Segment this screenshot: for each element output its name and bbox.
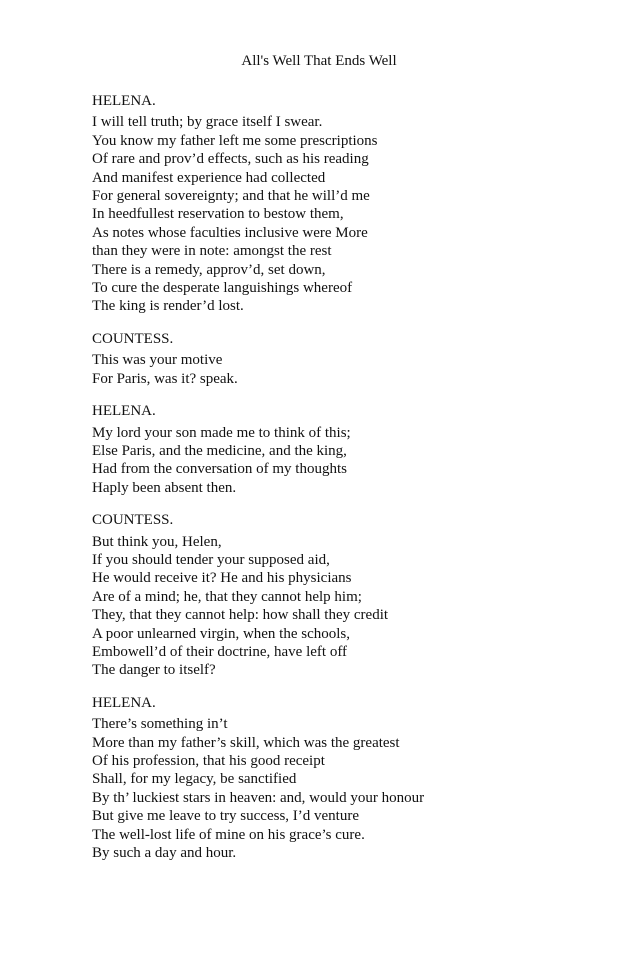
speech-line: My lord your son made me to think of this; <box>92 424 351 441</box>
speech-line: Shall, for my legacy, be sanctified <box>92 771 297 788</box>
speech-line: But think you, Helen, <box>92 533 222 550</box>
speech-line: A poor unlearned virgin, when the schools, <box>92 625 351 642</box>
speech-line: In heedfullest reservation to bestow them, <box>92 206 344 223</box>
speech-line: Had from the conversation of my thoughts <box>92 461 347 478</box>
speech-line: Are of a mind; he, that they cannot help him; <box>92 588 362 605</box>
speech-line: He would receive it? He and his physicians <box>92 570 352 587</box>
speaker-name: COUNTESS. <box>92 330 174 347</box>
speaker-name: HELENA. <box>92 694 156 711</box>
speech-line: You know my father left me some prescriptions <box>92 132 378 149</box>
speech-line: Of rare and prov’d effects, such as his reading <box>92 151 369 168</box>
speech-line: Else Paris, and the medicine, and the king, <box>92 442 347 459</box>
speech-line: This was your motive <box>92 352 223 369</box>
speech-block <box>92 511 572 680</box>
speech-line: To cure the desperate languishings whereof <box>92 280 353 297</box>
speech-line: For general sovereignty; and that he will’d me <box>92 188 370 205</box>
speech-line: Of his profession, that his good receipt <box>92 753 325 769</box>
speaker-name: HELENA. <box>92 93 156 109</box>
speech-line: As notes whose faculties inclusive were More <box>92 224 368 241</box>
document-title: All's Well That Ends Well <box>241 53 397 69</box>
speaker-name: COUNTESS. <box>92 512 174 529</box>
speech-line: The well-lost life of mine on his grace’s cure. <box>92 826 365 843</box>
speech-line: By th’ luckiest stars in heaven: and, would your honour <box>92 789 425 806</box>
speech-line: There’s something in’t <box>92 716 228 733</box>
speech-block <box>92 92 572 316</box>
speech-line: By such a day and hour. <box>92 845 237 862</box>
speech-line: More than my father’s skill, which was the greatest <box>92 734 400 751</box>
speech-line: I will tell truth; by grace itself I swear. <box>92 114 323 131</box>
speech-line: If you should tender your supposed aid, <box>92 551 330 568</box>
speech-block <box>92 402 572 497</box>
speech-block <box>92 330 572 388</box>
speech-line: But give me leave to try success, I’d venture <box>92 808 359 825</box>
speech-line: than they were in note: amongst the rest <box>92 243 332 260</box>
speaker-name: HELENA. <box>92 403 156 420</box>
speech-line: They, that they cannot help: how shall they credit <box>92 607 389 624</box>
speech-line: There is a remedy, approv’d, set down, <box>92 261 326 278</box>
speech-line: For Paris, was it? speak. <box>92 370 238 387</box>
speech-line: And manifest experience had collected <box>92 169 326 186</box>
play-text <box>92 92 572 876</box>
speech-line: The king is render’d lost. <box>92 298 244 315</box>
speech-line: Haply been absent then. <box>92 479 237 496</box>
speech-line: Embowell’d of their doctrine, have left off <box>92 643 348 660</box>
speech-block <box>92 694 572 863</box>
speech-line: The danger to itself? <box>92 662 216 679</box>
